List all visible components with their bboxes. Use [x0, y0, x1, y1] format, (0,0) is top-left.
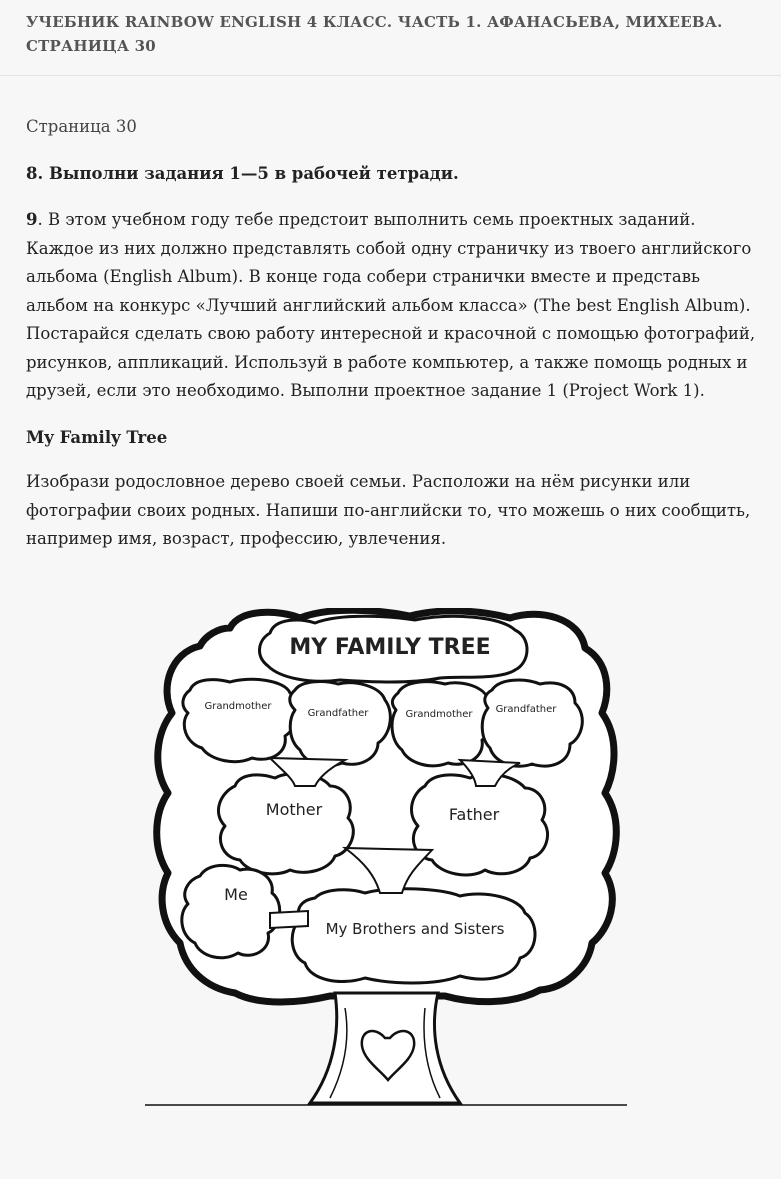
tree-title: MY FAMILY TREE [289, 635, 491, 660]
label-siblings: My Brothers and Sisters [325, 920, 505, 938]
task-8: 8. Выполни задания 1—5 в рабочей тетради. [26, 163, 459, 183]
page-title: УЧЕБНИК RAINBOW ENGLISH 4 КЛАСС. ЧАСТЬ 1. АФАНАСЬЕВА, МИХЕЕВА. СТРАНИЦА 30 [26, 13, 723, 55]
label-me: Me [224, 885, 248, 904]
page-header [0, 0, 781, 76]
label-grandfather-1: Grandfather [307, 708, 369, 719]
tree-trunk [310, 993, 460, 1103]
label-grandmother-2: Grandmother [405, 709, 473, 720]
me-cloud [182, 865, 280, 957]
page-number-label: Страница 30 [26, 117, 137, 136]
subheading: My Family Tree [26, 427, 168, 447]
label-mother: Mother [265, 800, 323, 819]
grandfather-1-cloud [290, 682, 391, 766]
label-father: Father [448, 805, 500, 824]
task-9 [26, 206, 756, 406]
grandmother-2-cloud [392, 682, 495, 766]
label-grandmother-1: Grandmother [204, 701, 272, 712]
article-body [26, 113, 756, 572]
grandfather-2-cloud [482, 680, 582, 766]
family-tree-image [140, 608, 630, 1108]
task-9-text: . В этом учебном году тебе предстоит выполнить семь проектных заданий. Каждое из них должно представлять собой одну страничку из твоего английского альбома (English Album). В конце года собери странички вместе и представь альбом на конкурс «Лучший английский альбом класса» (The best English Album). Постарайся сделать свою работу интересной и красочной с помощью фотографий, рисунков, аппликаций. Используй в работе компьютер, а также помощь родных и друзей, если это необходимо. Выполни проектное задание 1 (Project Work 1). [26, 210, 756, 400]
mother-cloud [218, 774, 353, 874]
instructions: Изобрази родословное дерево своей семьи. Расположи на нём рисунки или фотографии своих родных. Напиши по-английски то, что можешь о них сообщить, например имя, возраст, профессию, увлечения. [26, 472, 751, 548]
label-grandfather-2: Grandfather [495, 704, 557, 715]
task-9-number: 9 [26, 210, 38, 229]
father-cloud [412, 774, 548, 875]
